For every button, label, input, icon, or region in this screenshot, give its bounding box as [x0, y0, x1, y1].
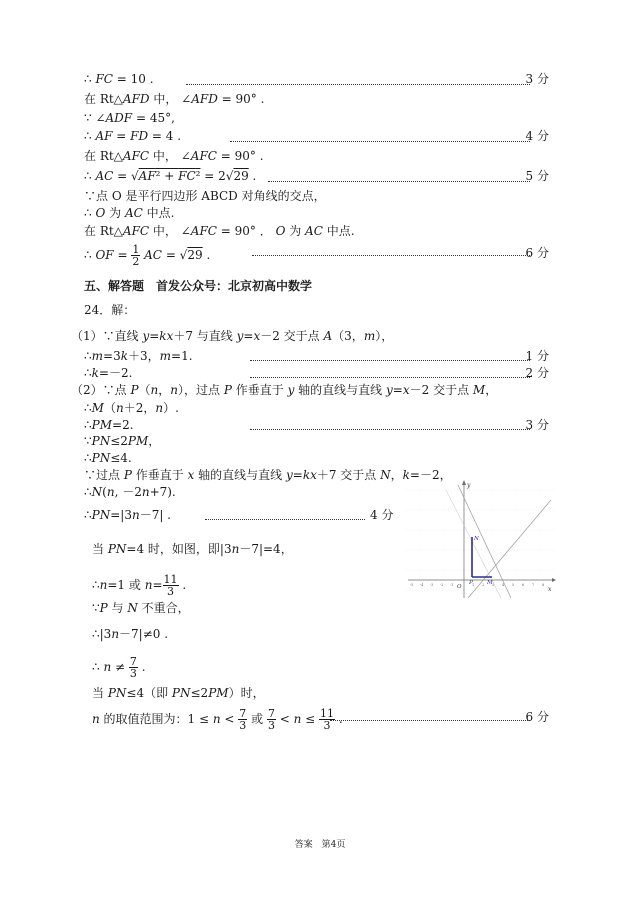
line-pm: ∴PM=2.: [84, 418, 134, 432]
dot-leader: [330, 720, 530, 721]
line-pn-2pm: ∵PN≤2PM，: [84, 434, 161, 448]
point-m-label: M: [487, 580, 493, 586]
problem-24: 24．解：: [84, 303, 136, 317]
page-footer: 答案 第4页: [294, 840, 346, 850]
svg-text:7: 7: [532, 583, 535, 587]
line-N: ∴N(n, －2n+7).: [84, 485, 176, 499]
svg-text:6: 6: [522, 583, 525, 587]
dot-leader: [268, 181, 530, 182]
line-not-coincide: ∵P 与 N 不重合，: [92, 601, 190, 615]
line-rt-afd: 在 Rt△AFD 中， ∠AFD = 90° .: [84, 92, 265, 106]
line-k: ∴k=－2.: [84, 366, 133, 380]
line-range: n 的取值范围为：1 ≤ n < $\frac{7}{3}$ 或 $\frac{7}{3}$ < n ≤ $\frac{11}{3}$ .: [92, 707, 343, 732]
line-aux: [446, 490, 501, 598]
y-axis-label: y: [467, 482, 471, 489]
dot-leader: [250, 377, 530, 378]
svg-text:-2: -2: [440, 583, 444, 587]
coordinate-figure: [406, 480, 556, 600]
line-M: ∴M（n＋2，n）.: [84, 401, 179, 415]
line-ne-0: ∴|3n－7|≠0 .: [92, 627, 169, 641]
svg-text:-4: -4: [420, 583, 424, 587]
line-o-mid: ∴ O 为 AC 中点.: [84, 206, 175, 220]
point-p-label: P: [469, 580, 473, 586]
dot-leader: [186, 84, 530, 85]
svg-text:-1: -1: [450, 583, 454, 587]
score-1: 1 分: [525, 349, 549, 363]
dot-leader: [205, 519, 365, 520]
line-when: 当 PN≤4（即 PN≤2PM）时，: [92, 686, 265, 700]
line-pn-eq-4: 当 PN=4 时，如图，即|3n－7|=4，: [92, 542, 293, 556]
x-tick-labels: [410, 583, 544, 587]
line-ac: ∴ AC = √AF² + FC² = 2√29 .: [84, 169, 257, 183]
line-rt-afc: 在 Rt△AFC 中， ∠AFC = 90° .: [84, 149, 264, 163]
origin-label: O: [457, 584, 462, 590]
dot-leader: [230, 141, 530, 142]
dot-leader: [252, 255, 530, 256]
line-fc: ∴ FC = 10 .: [84, 72, 154, 86]
line-y-kx-7: [458, 485, 511, 598]
svg-text:8: 8: [542, 583, 545, 587]
x-axis-label: x: [548, 586, 552, 593]
score-5: 5 分: [525, 169, 549, 183]
svg-text:-3: -3: [430, 583, 434, 587]
line-m: ∴m=3k＋3，m=1.: [84, 349, 193, 363]
svg-text:-5: -5: [410, 583, 414, 587]
score-2: 2 分: [525, 366, 549, 380]
svg-text:1: 1: [472, 583, 475, 587]
y-axis-arrow: [462, 480, 466, 485]
line-n-ne: ∴ n ≠ $\frac{7}{3}$ .: [92, 655, 146, 680]
part2-line: （2）∵点 P（n，n），过点 P 作垂直于 y 轴的直线与直线 y=x－2 交于点 M，: [71, 383, 498, 397]
line-o-intersection: ∵点 O 是平行四边形 ABCD 对角线的交点，: [84, 189, 326, 203]
section-heading: 五、解答题 首发公众号：北京初高中数学: [84, 279, 313, 293]
x-axis-arrow: [552, 578, 556, 582]
line-af-fd: ∴ AF = FD = 4 .: [84, 129, 182, 143]
dot-leader: [250, 429, 530, 430]
line-adf: ∵ ∠ADF = 45°,: [84, 111, 175, 125]
point-n-label: N: [474, 536, 479, 542]
line-y-x-2: [468, 500, 551, 598]
score-3b: 3 分: [525, 418, 549, 432]
score-6: 6 分: [525, 246, 549, 260]
dot-leader: [250, 360, 530, 361]
score-6b: 6 分: [525, 710, 549, 724]
svg-text:4: 4: [502, 583, 505, 587]
line-of: ∴ OF = $\frac{1}{2}$ AC = √29 .: [84, 243, 211, 268]
grid: [406, 490, 556, 590]
line-pn-4: ∴PN≤4.: [84, 451, 132, 465]
score-3: 3 分: [525, 72, 549, 86]
svg-text:5: 5: [512, 583, 515, 587]
line-n-values: ∴n=1 或 n= $\frac{11}{3}$ .: [92, 573, 187, 598]
score-4: 4 分: [525, 129, 549, 143]
line-pn-abs: ∴PN=|3n－7| .: [84, 508, 171, 522]
score-4b: 4 分: [370, 508, 394, 522]
svg-text:3: 3: [492, 583, 495, 587]
line-rt-afc-2: 在 Rt△AFC 中， ∠AFC = 90° ． O 为 AC 中点.: [84, 224, 355, 238]
line-n-def: ∵过点 P 作垂直于 x 轴的直线与直线 y=kx＋7 交于点 N，k=－2，: [84, 468, 452, 482]
part1-line: （1）∵直线 y=kx＋7 与直线 y=x－2 交于点 A（3，m），: [71, 329, 394, 343]
svg-text:2: 2: [482, 583, 485, 587]
